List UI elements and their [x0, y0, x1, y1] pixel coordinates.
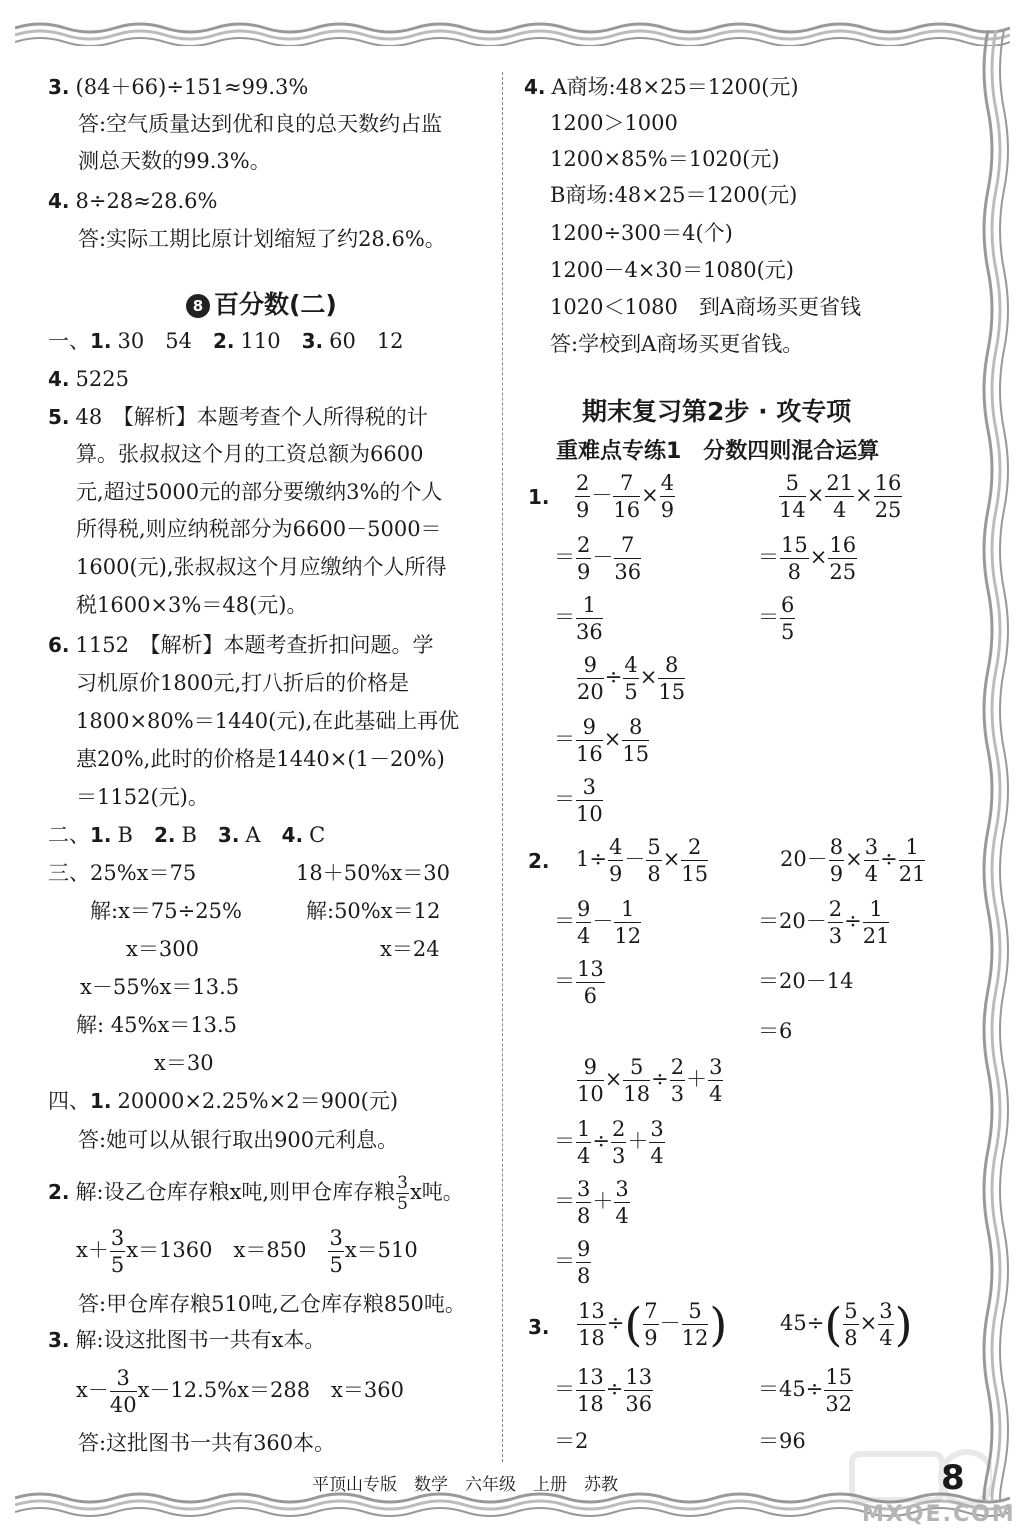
answer-line: 2. 解:设乙仓库存粮x吨,则甲仓库存粮 $\frac{3}{5}$ x吨。 — [48, 1173, 464, 1214]
answer-line: 元,超过5000元的部分要缴纳3%的个人 — [76, 480, 443, 504]
math-expression: $\frac{13}{18}$ ÷( $\frac{7}{9}$ － $\frac{5}{12}$ ) — [578, 1297, 728, 1352]
math-expression: ＝96 — [758, 1429, 806, 1453]
math-expression: ＝ $\frac{2}{9}$ － $\frac{7}{36}$ — [554, 533, 642, 584]
math-expression: ＝ $\frac{3}{10}$ — [554, 775, 603, 826]
answer-line: 答:空气质量达到优和良的总天数约占监 — [78, 112, 443, 136]
section-heading: 8 百分数(二) — [186, 285, 337, 321]
answer-line: 答:她可以从银行取出900元利息。 — [78, 1128, 399, 1152]
math-expression: ＝ $\frac{13}{18}$ ÷ $\frac{13}{36}$ — [554, 1365, 653, 1416]
equation-line: x＝30 — [154, 1051, 214, 1075]
math-expression: ＝ $\frac{9}{16}$ × $\frac{8}{15}$ — [554, 715, 650, 766]
math-expression: ＝20－ $\frac{2}{3}$ ÷ $\frac{1}{21}$ — [758, 897, 890, 948]
answer-line: 4. 5225 — [48, 367, 129, 391]
math-expression: $\frac{2}{9}$ － $\frac{7}{16}$ × $\frac{4}{9}$ — [576, 471, 675, 522]
answer-line: ＝1152(元)。 — [76, 785, 209, 809]
math-expression: ＝2 — [554, 1429, 589, 1453]
answer-line: 答:甲仓库存粮510吨,乙仓库存粮850吨。 — [78, 1292, 466, 1316]
answer-line: 1020＜1080 到A商场买更省钱 — [550, 295, 862, 319]
math-expression: ＝ $\frac{9}{4}$ － $\frac{1}{12}$ — [554, 897, 642, 948]
answer-line: B商场:48×25＝1200(元) — [550, 183, 798, 207]
answer-line: 惠20%,此时的价格是1440×(1－20%) — [76, 747, 445, 771]
answer-line: 4. 8÷28≈28.6% — [48, 189, 218, 213]
equation-line: x＝24 — [380, 937, 440, 961]
answer-line: 答:实际工期比原计划缩短了约28.6%。 — [78, 227, 446, 251]
answer-line: 答:学校到A商场买更省钱。 — [550, 332, 804, 356]
answer-line: 3. 解:设这批图书一共有x本。 — [48, 1328, 326, 1352]
answer-line: 1800×80%＝1440(元),在此基础上再优 — [76, 709, 460, 733]
answer-line: 一、1. 30 54 2. 110 3. 60 12 — [48, 329, 404, 353]
math-expression: $\frac{9}{10}$ × $\frac{5}{18}$ ÷ $\frac{2}{3}$ ＋ $\frac{3}{4}$ — [577, 1055, 723, 1106]
math-expression: ＝45÷ $\frac{15}{32}$ — [758, 1365, 853, 1416]
problem-number: 3. — [528, 1315, 550, 1339]
topic-heading: 重难点专练1 分数四则混合运算 — [556, 439, 880, 464]
answer-line: 1200×85%＝1020(元) — [550, 147, 780, 171]
watermark-text: MXQE.COM — [862, 1502, 1016, 1527]
math-expression: ＝ $\frac{1}{4}$ ÷ $\frac{2}{3}$ ＋ $\frac{3}{4}$ — [554, 1117, 664, 1168]
equation-line: x－ $\frac{3}{40}$ x－12.5%x＝288 x＝360 — [76, 1366, 404, 1417]
equation-line: 解:50%x＝12 — [306, 899, 441, 923]
column-divider — [502, 72, 503, 1462]
math-expression: 1÷ $\frac{4}{9}$ － $\frac{5}{8}$ × $\frac{2}{15}$ — [576, 835, 709, 886]
answer-line: 习机原价1800元,打八折后的价格是 — [76, 671, 410, 695]
equation-line: x－55%x＝13.5 — [80, 975, 240, 999]
math-expression: $\frac{5}{14}$ × $\frac{21}{4}$ × $\frac{16}{25}$ — [779, 471, 902, 522]
equation-line: 解: 45%x＝13.5 — [76, 1013, 238, 1037]
page-number: 8 — [941, 1458, 965, 1498]
answer-line: 1200÷300＝4(个) — [550, 221, 733, 245]
answer-line: 1600(元),张叔叔这个月应缴纳个人所得 — [76, 555, 447, 579]
decorative-right-border — [980, 30, 1010, 1500]
answer-line: 3. (84＋66)÷151≈99.3% — [48, 75, 309, 99]
equation-line: x＋ $\frac{3}{5}$ x＝1360 x＝850 $\frac{3}{5}$ x＝510 — [76, 1226, 418, 1277]
answer-line: 算。张叔叔这个月的工资总额为6600 — [76, 442, 424, 466]
math-expression: ＝ $\frac{15}{8}$ × $\frac{16}{25}$ — [758, 533, 857, 584]
math-expression: ＝ $\frac{13}{6}$ — [554, 957, 604, 1008]
math-expression: ＝6 — [758, 1019, 793, 1043]
math-expression: ＝ $\frac{6}{5}$ — [758, 593, 795, 644]
answer-line: 5. 48 【解析】本题考查个人所得税的计 — [48, 405, 428, 429]
answer-line: 所得税,则应纳税部分为6600－5000＝ — [76, 517, 442, 541]
answer-line: 1200＞1000 — [550, 111, 678, 135]
problem-number: 2. — [528, 849, 550, 873]
section-number-badge: 8 — [186, 294, 210, 318]
chapter-heading: 期末复习第2步 · 攻专项 — [582, 397, 852, 426]
problem-number: 1. — [528, 485, 550, 509]
answer-line: 二、1. B 2. B 3. A 4. C — [48, 823, 326, 847]
math-expression: ＝ $\frac{3}{8}$ ＋ $\frac{3}{4}$ — [554, 1177, 629, 1228]
answer-line: 税1600×3%＝48(元)。 — [76, 593, 308, 617]
math-expression: ＝ $\frac{1}{36}$ — [554, 593, 603, 644]
decorative-top-border — [15, 18, 1010, 46]
answer-line: 6. 1152 【解析】本题考查折扣问题。学 — [48, 633, 434, 657]
page-footer: 平顶山专版 数学 六年级 上册 苏教 — [312, 1475, 618, 1495]
math-expression: 20－ $\frac{8}{9}$ × $\frac{3}{4}$ ÷ $\frac{1}{21}$ — [780, 835, 926, 886]
answer-line: 答:这批图书一共有360本。 — [78, 1431, 336, 1455]
equation-line: 三、25%x＝75 — [48, 861, 197, 885]
equation-line: 18＋50%x＝30 — [296, 861, 450, 885]
math-expression: $\frac{9}{20}$ ÷ $\frac{4}{5}$ × $\frac{8}{15}$ — [577, 653, 686, 704]
answer-line: 测总天数的99.3%。 — [78, 149, 271, 173]
answer-line: 4. A商场:48×25＝1200(元) — [524, 75, 799, 99]
answer-line: 1200－4×30＝1080(元) — [550, 258, 794, 282]
answer-line: 四、1. 20000×2.25%×2＝900(元) — [48, 1089, 399, 1113]
math-expression: ＝20－14 — [758, 969, 854, 993]
equation-line: x＝300 — [126, 937, 199, 961]
equation-line: 解:x＝75÷25% — [90, 899, 242, 923]
math-expression: ＝ $\frac{9}{8}$ — [554, 1237, 591, 1288]
math-expression: 45÷( $\frac{5}{8}$ × $\frac{3}{4}$ ) — [780, 1297, 913, 1352]
